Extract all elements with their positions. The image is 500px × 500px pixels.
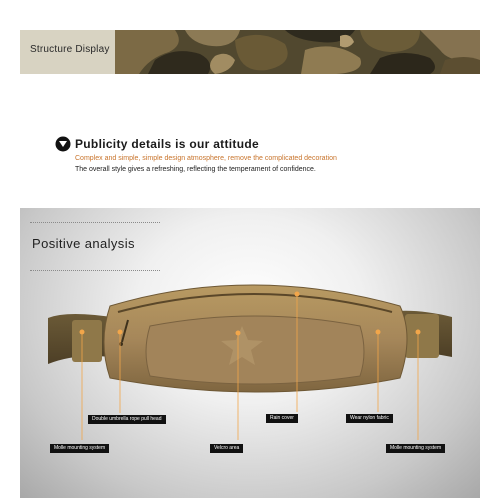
publicity-subtitle: The overall style gives a refreshing, reflecting the temperament of confidence.: [75, 166, 316, 173]
label-umbrella-rope: Double umbrella rope pull head: [88, 415, 166, 424]
label-rain-cover: Rain cover: [266, 414, 298, 423]
camouflage-pattern: [115, 30, 480, 74]
publicity-title: Publicity details is our attitude: [75, 137, 259, 151]
structure-display-banner: [20, 30, 480, 74]
positive-analysis-panel: [20, 208, 480, 498]
publicity-subtitle-orange: Complex and simple, simple design atmosphere, remove the complicated decoration: [75, 155, 337, 162]
label-velcro: Velcro area: [210, 444, 243, 453]
label-wear-nylon: Wear nylon fabric: [346, 414, 393, 423]
label-molle-left: Molle mounting system: [50, 444, 109, 453]
banner-label-panel: [20, 30, 115, 74]
chevron-down-badge-icon: [55, 136, 71, 152]
analysis-title: Positive analysis: [32, 236, 135, 251]
waist-bag-image: [20, 208, 480, 498]
label-molle-right: Molle mounting system: [386, 444, 445, 453]
banner-label: Structure Display: [30, 44, 110, 55]
